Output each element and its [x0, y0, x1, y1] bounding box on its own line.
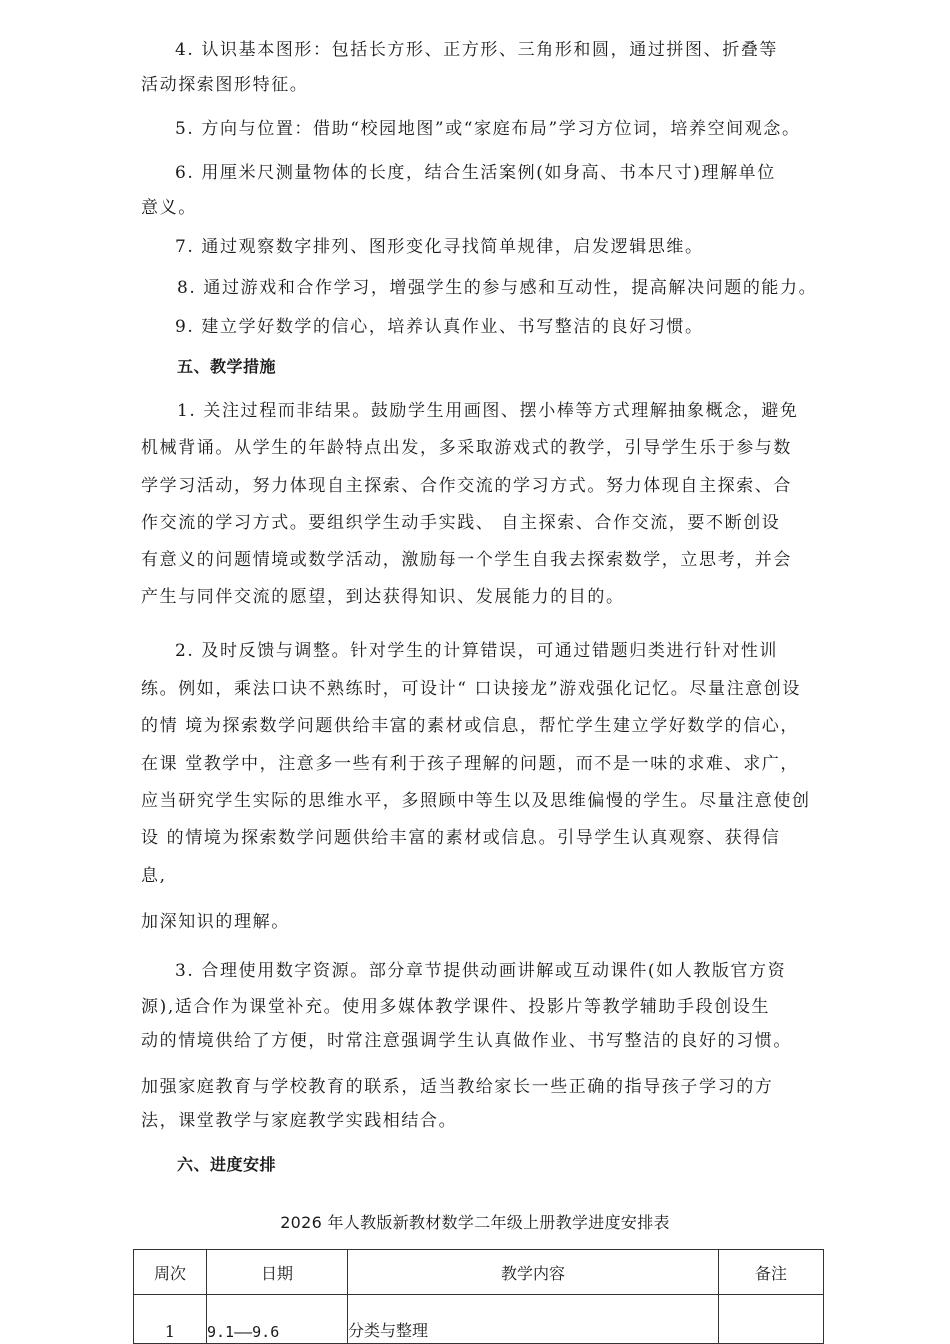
text-line: 活动探索图形特征。 — [141, 75, 309, 95]
cell-content: 分类与整理 — [348, 1295, 719, 1344]
text-line: 4. 认识基本图形：包括长方形、正方形、三角形和圆，通过拼图、折叠等 — [175, 40, 779, 60]
text-line: 源),适合作为课堂补充。使用多媒体教学课件、投影片等教学辅助手段创设生 — [141, 997, 771, 1017]
text-line: 动的情境供给了方便，时常注意强调学生认真做作业、书写整洁的良好的习惯。 — [141, 1031, 792, 1051]
text-line: 6. 用厘米尺测量物体的长度，结合生活案例(如身高、书本尺寸)理解单位 — [175, 163, 776, 183]
text-line: 设 的情境为探索数学问题供给丰富的素材或信息。引导学生认真观察、获得信 — [141, 828, 781, 848]
text-line: 作交流的学习方式。要组织学生动手实践、 自主探索、合作交流，要不断创设 — [141, 513, 781, 533]
table-title: 2026 年人教版新教材数学二年级上册教学进度安排表 — [280, 1213, 670, 1232]
text-line: 加强家庭教育与学校教育的联系，适当教给家长一些正确的指导孩子学习的方 — [141, 1077, 774, 1097]
text-line: 5. 方向与位置：借助“校园地图”或“家庭布局”学习方位词，培养空间观念。 — [175, 119, 801, 139]
header-content: 教学内容 — [348, 1250, 719, 1295]
header-date: 日期 — [207, 1250, 348, 1295]
text-line: 应当研究学生实际的思维水平，多照顾中等生以及思维偏慢的学生。尽量注意使创 — [141, 791, 811, 811]
text-line: 加深知识的理解。 — [141, 912, 290, 932]
text-line: 2. 及时反馈与调整。针对学生的计算错误，可通过错题归类进行针对性训 — [175, 641, 779, 661]
text-line: 息, — [141, 866, 167, 886]
section-heading-measures: 五、教学措施 — [177, 357, 277, 376]
text-line: 法，课堂教学与家庭教学实践相结合。 — [141, 1111, 458, 1131]
header-week: 周次 — [134, 1250, 207, 1295]
cell-date: 9.1——9.6 — [207, 1295, 348, 1344]
table-row — [134, 1295, 824, 1344]
table-header-row — [134, 1250, 824, 1295]
text-line: 机械背诵。从学生的年龄特点出发，多采取游戏式的教学，引导学生乐于参与数 — [141, 438, 792, 458]
text-line: 有意义的问题情境或数学活动，激励每一个学生自我去探索数学，立思考，并会 — [141, 550, 792, 570]
section-heading-schedule: 六、进度安排 — [177, 1155, 277, 1174]
text-line: 7. 通过观察数字排列、图形变化寻找简单规律，启发逻辑思维。 — [175, 237, 704, 257]
header-notes: 备注 — [719, 1250, 824, 1295]
text-line: 意义。 — [141, 198, 197, 218]
cell-week: 1 — [134, 1295, 207, 1344]
text-line: 1. 关注过程而非结果。鼓励学生用画图、摆小棒等方式理解抽象概念，避免 — [177, 401, 799, 421]
text-line: 产生与同伴交流的愿望，到达获得知识、发展能力的目的。 — [141, 587, 625, 607]
text-line: 3. 合理使用数字资源。部分章节提供动画讲解或互动课件(如人教版官方资 — [175, 961, 787, 981]
text-line: 学学习活动，努力体现自主探索、合作交流的学习方式。努力体现自主探索、合 — [141, 476, 792, 496]
text-line: 8. 通过游戏和合作学习，增强学生的参与感和互动性，提高解决问题的能力。 — [177, 278, 818, 298]
schedule-table — [133, 1249, 824, 1344]
text-line: 9. 建立学好数学的信心，培养认真作业、书写整洁的良好习惯。 — [175, 317, 704, 337]
text-line: 的情 境为探索数学问题供给丰富的素材或信息，帮忙学生建立学好数学的信心， — [141, 716, 800, 736]
cell-notes — [719, 1295, 824, 1344]
text-line: 练。例如，乘法口诀不熟练时，可设计“ 口诀接龙”游戏强化记忆。尽量注意创设 — [141, 679, 801, 699]
text-line: 在课 堂教学中，注意多一些有利于孩子理解的问题，而不是一味的求难、求广， — [141, 754, 800, 774]
